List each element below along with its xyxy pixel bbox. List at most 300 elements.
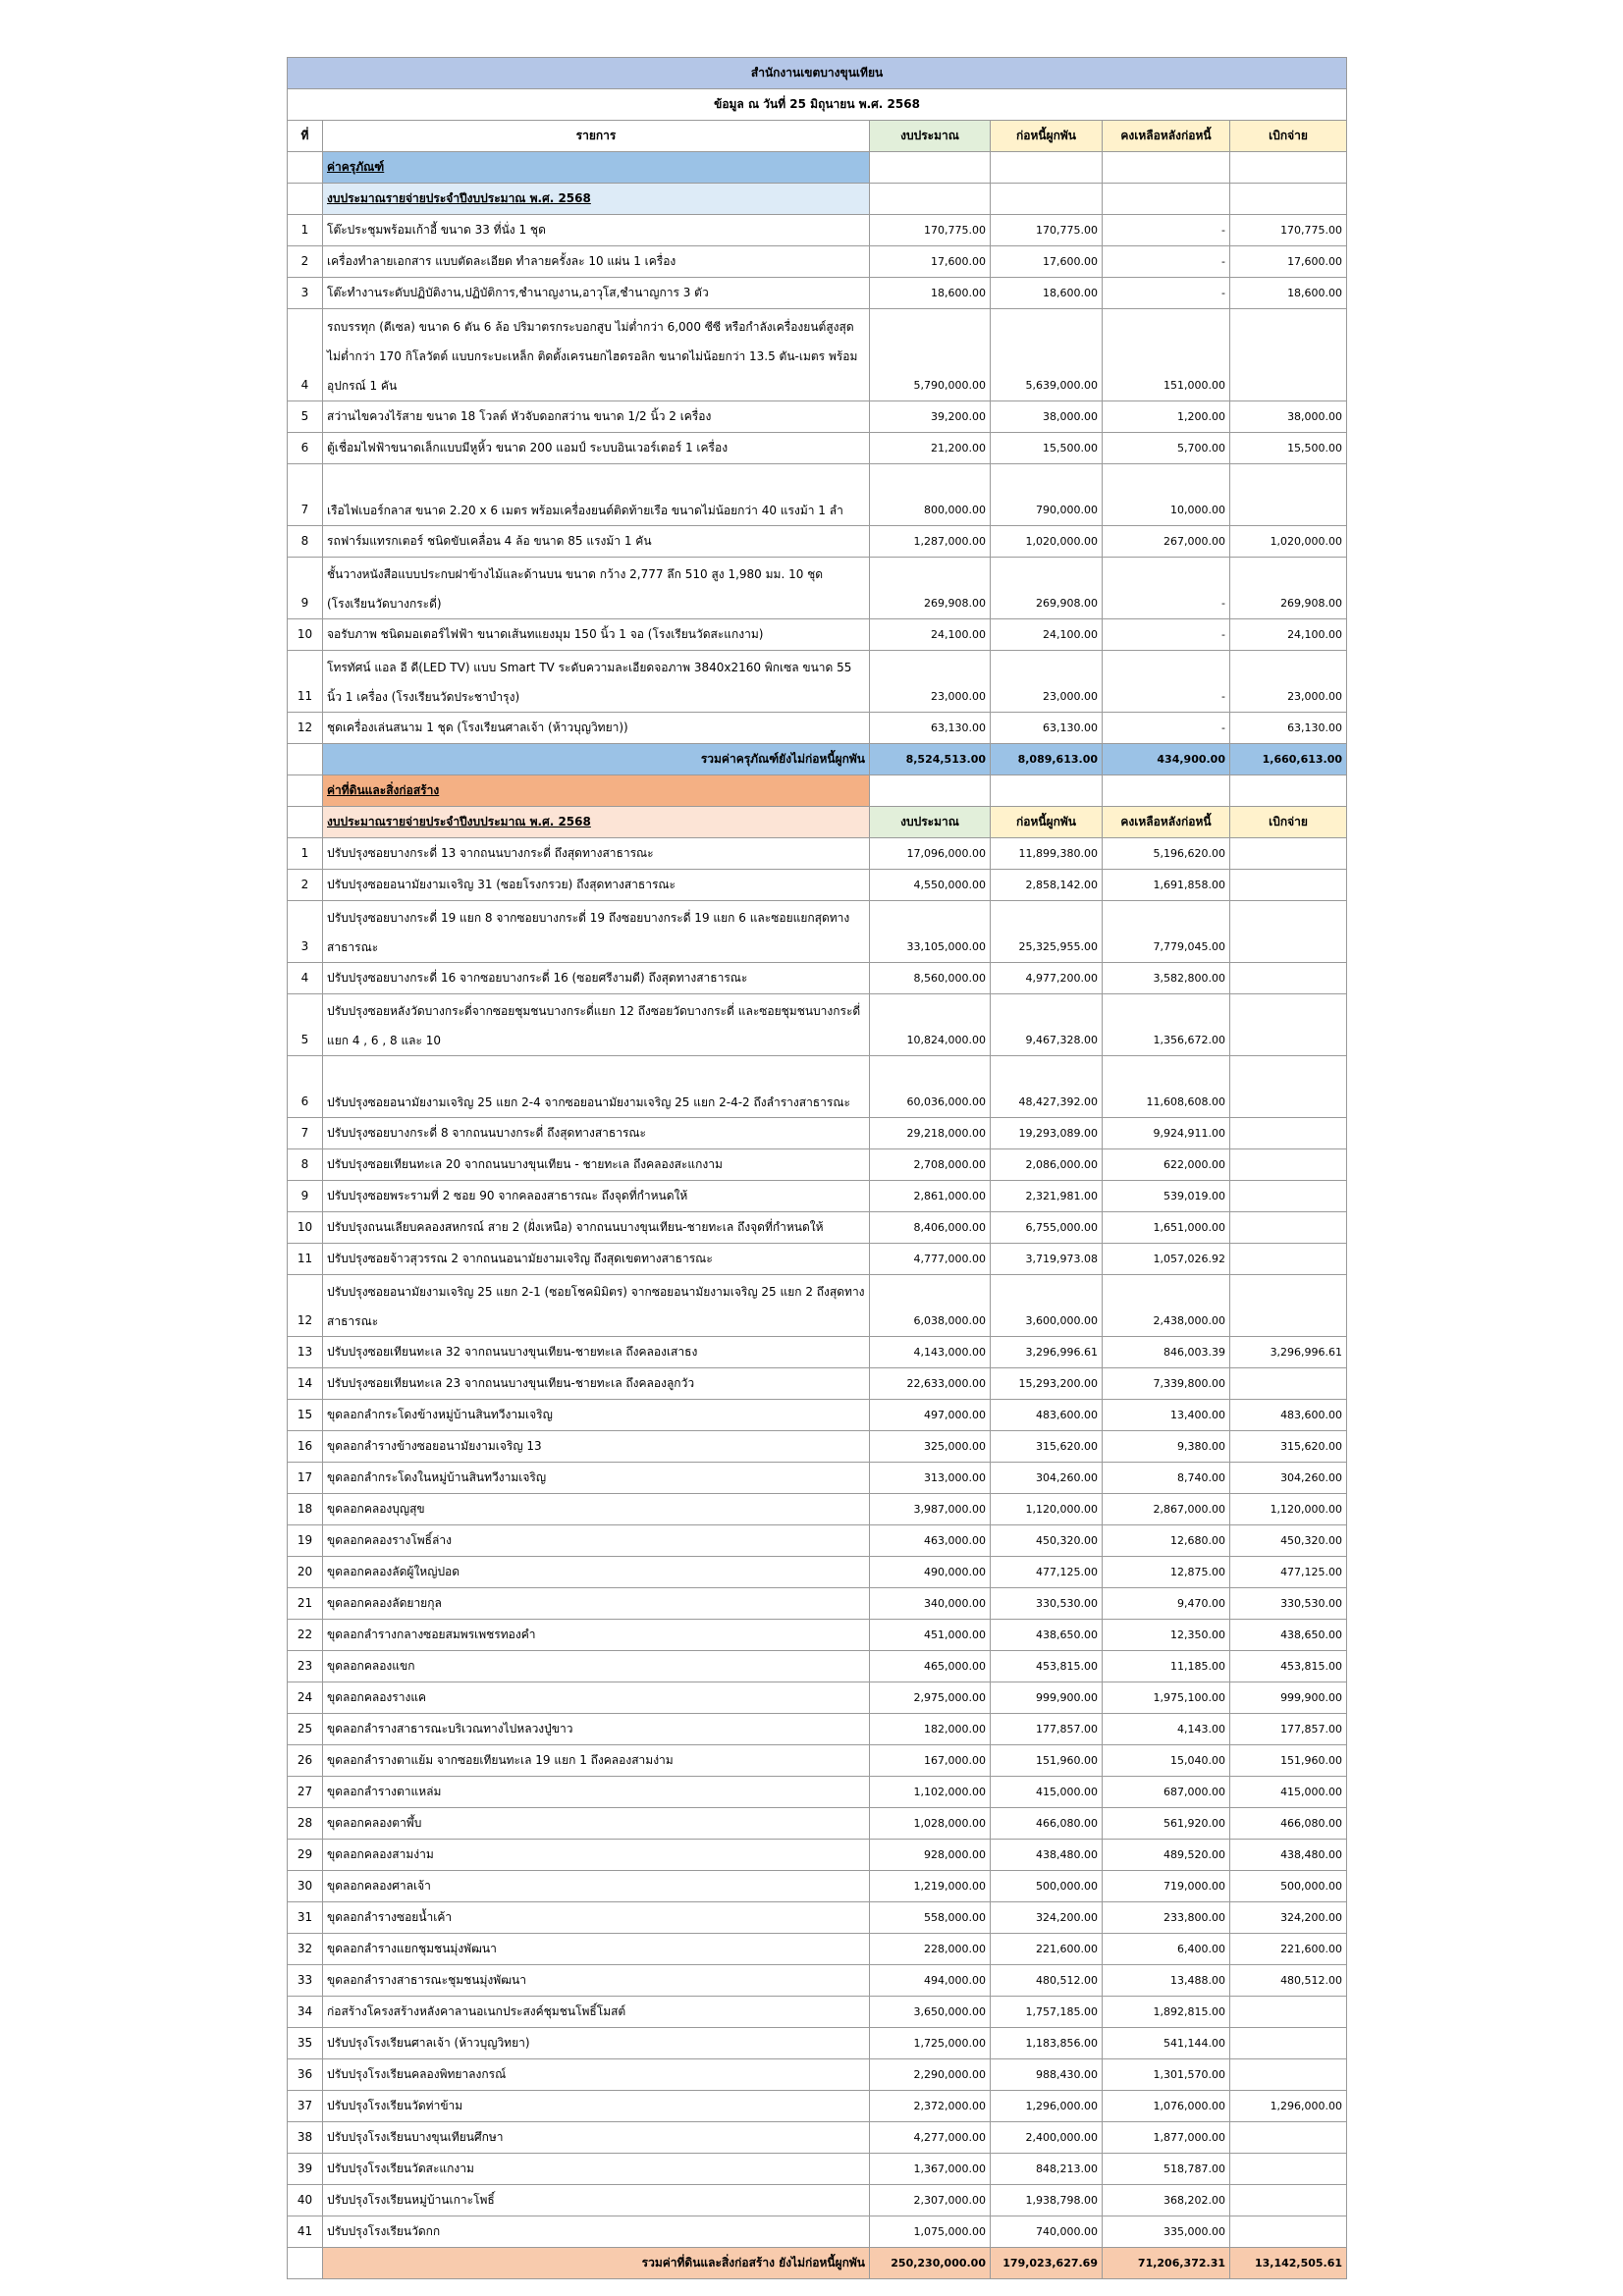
row-number: 33 — [288, 1965, 323, 1997]
row-remaining: 622,000.00 — [1103, 1149, 1230, 1181]
row-disbursed — [1230, 2185, 1347, 2216]
col-disbursed-header: เบิกจ่าย — [1230, 121, 1347, 152]
row-number: 9 — [288, 1181, 323, 1212]
table-row — [288, 1934, 1347, 1965]
date-row — [288, 89, 1347, 121]
row-disbursed: 3,296,996.61 — [1230, 1337, 1347, 1368]
row-obligated: 480,512.00 — [991, 1965, 1103, 1997]
row-disbursed — [1230, 1368, 1347, 1400]
row-remaining: 9,380.00 — [1103, 1431, 1230, 1463]
report-date: ข้อมูล ณ วันที่ 25 มิถุนายน พ.ศ. 2568 — [288, 89, 1347, 121]
row-disbursed: 477,125.00 — [1230, 1557, 1347, 1588]
row-remaining: 9,470.00 — [1103, 1588, 1230, 1620]
col-remaining-header: คงเหลือหลังก่อหนี้ — [1103, 121, 1230, 152]
row-number: 26 — [288, 1745, 323, 1777]
row-obligated: 4,977,200.00 — [991, 963, 1103, 994]
row-number: 2 — [288, 870, 323, 901]
row-disbursed: 221,600.00 — [1230, 1934, 1347, 1965]
row-budget: 3,987,000.00 — [870, 1494, 991, 1525]
row-obligated: 9,467,328.00 — [991, 994, 1103, 1056]
table-row — [288, 278, 1347, 309]
table-row — [288, 1651, 1347, 1682]
row-remaining: 10,000.00 — [1103, 464, 1230, 526]
row-budget: 29,218,000.00 — [870, 1118, 991, 1149]
row-budget: 340,000.00 — [870, 1588, 991, 1620]
row-item: ปรับปรุงซอยอนามัยงามเจริญ 25 แยก 2-4 จากซอยอนามัยงามเจริญ 25 แยก 2-4-2 ถึงลำรางสาธารณะ — [323, 1056, 870, 1118]
row-number: 1 — [288, 215, 323, 246]
row-item: รถฟาร์มแทรกเตอร์ ชนิดขับเคลื่อน 4 ล้อ ขนาด 85 แรงม้า 1 คัน — [323, 526, 870, 558]
row-remaining: 518,787.00 — [1103, 2154, 1230, 2185]
total-budget: 8,524,513.00 — [870, 744, 991, 775]
row-budget: 182,000.00 — [870, 1714, 991, 1745]
total-obligated: 8,089,613.00 — [991, 744, 1103, 775]
row-remaining: 1,691,858.00 — [1103, 870, 1230, 901]
row-budget: 2,372,000.00 — [870, 2091, 991, 2122]
construction-section-title: ค่าที่ดินและสิ่งก่อสร้าง — [323, 775, 870, 807]
row-number: 7 — [288, 1118, 323, 1149]
total-remaining: 71,206,372.31 — [1103, 2248, 1230, 2279]
table-row — [288, 1244, 1347, 1275]
row-remaining: 13,400.00 — [1103, 1400, 1230, 1431]
row-item: ปรับปรุงโรงเรียนคลองพิทยาลงกรณ์ — [323, 2059, 870, 2091]
row-disbursed: 23,000.00 — [1230, 651, 1347, 713]
table-row — [288, 870, 1347, 901]
row-item: เครื่องทำลายเอกสาร แบบตัดละเอียด ทำลายครั้งละ 10 แผ่น 1 เครื่อง — [323, 246, 870, 278]
row-item: ปรับปรุงโรงเรียนศาลเจ้า (ห้าวบุญวิทยา) — [323, 2028, 870, 2059]
row-budget: 63,130.00 — [870, 713, 991, 744]
table-row — [288, 1902, 1347, 1934]
table-row — [288, 1557, 1347, 1588]
row-obligated: 15,293,200.00 — [991, 1368, 1103, 1400]
row-disbursed: 450,320.00 — [1230, 1525, 1347, 1557]
row-disbursed: 304,260.00 — [1230, 1463, 1347, 1494]
row-disbursed — [1230, 2216, 1347, 2248]
row-disbursed — [1230, 1118, 1347, 1149]
total-label: รวมค่าครุภัณฑ์ยังไม่ก่อหนี้ผูกพัน — [323, 744, 870, 775]
table-row — [288, 2216, 1347, 2248]
row-budget: 5,790,000.00 — [870, 309, 991, 401]
row-remaining: 11,185.00 — [1103, 1651, 1230, 1682]
row-disbursed: 324,200.00 — [1230, 1902, 1347, 1934]
row-number: 28 — [288, 1808, 323, 1840]
row-disbursed — [1230, 1997, 1347, 2028]
table-row — [288, 433, 1347, 464]
row-obligated: 221,600.00 — [991, 1934, 1103, 1965]
row-item: ขุดลอกลำรางกลางซอยสมพรเพชรทองคำ — [323, 1620, 870, 1651]
row-remaining: 1,975,100.00 — [1103, 1682, 1230, 1714]
row-number: 3 — [288, 278, 323, 309]
row-obligated: 3,600,000.00 — [991, 1275, 1103, 1337]
row-budget: 494,000.00 — [870, 1965, 991, 1997]
table-row — [288, 1181, 1347, 1212]
row-item: ชั้นวางหนังสือแบบประกบฝาข้างไม้และด้านบน ขนาด กว้าง 2,777 ลึก 510 สูง 1,980 มม. 10 ชุด (โรงเรียนวัดบางกระดี่) — [323, 558, 870, 619]
row-remaining: - — [1103, 278, 1230, 309]
row-number: 12 — [288, 713, 323, 744]
row-remaining: 11,608,608.00 — [1103, 1056, 1230, 1118]
equipment-subsection-row — [288, 184, 1347, 215]
row-number: 6 — [288, 1056, 323, 1118]
row-disbursed: 151,960.00 — [1230, 1745, 1347, 1777]
table-row — [288, 1368, 1347, 1400]
row-item: ปรับปรุงซอยบางกระดี่ 19 แยก 8 จากซอยบางกระดี่ 19 ถึงซอยบางกระดี่ 19 แยก 6 และซอยแยกสุดทางสาธารณะ — [323, 901, 870, 963]
row-budget: 2,290,000.00 — [870, 2059, 991, 2091]
row-budget: 928,000.00 — [870, 1840, 991, 1871]
table-row — [288, 1056, 1347, 1118]
row-obligated: 63,130.00 — [991, 713, 1103, 744]
row-remaining: 7,339,800.00 — [1103, 1368, 1230, 1400]
row-disbursed: 18,600.00 — [1230, 278, 1347, 309]
row-number: 38 — [288, 2122, 323, 2154]
table-row — [288, 2185, 1347, 2216]
row-disbursed: 480,512.00 — [1230, 1965, 1347, 1997]
row-item: ปรับปรุงโรงเรียนวัดกก — [323, 2216, 870, 2248]
row-remaining: 5,196,620.00 — [1103, 838, 1230, 870]
row-disbursed — [1230, 1181, 1347, 1212]
row-obligated: 438,650.00 — [991, 1620, 1103, 1651]
row-item: ขุดลอกลำรางตาแย้ม จากซอยเทียนทะเล 19 แยก 1 ถึงคลองสามง่าม — [323, 1745, 870, 1777]
row-remaining: 539,019.00 — [1103, 1181, 1230, 1212]
row-remaining: 1,356,672.00 — [1103, 994, 1230, 1056]
table-row — [288, 713, 1347, 744]
row-item: ขุดลอกคลองลัดผู้ใหญ่ปอด — [323, 1557, 870, 1588]
row-obligated: 23,000.00 — [991, 651, 1103, 713]
row-disbursed: 1,020,000.00 — [1230, 526, 1347, 558]
row-number: 29 — [288, 1840, 323, 1871]
table-row — [288, 1997, 1347, 2028]
row-number: 19 — [288, 1525, 323, 1557]
table-row — [288, 2091, 1347, 2122]
row-obligated: 1,938,798.00 — [991, 2185, 1103, 2216]
row-budget: 2,307,000.00 — [870, 2185, 991, 2216]
row-item: ขุดลอกลำรางซอยน้ำเค้า — [323, 1902, 870, 1934]
row-budget: 1,102,000.00 — [870, 1777, 991, 1808]
row-number: 31 — [288, 1902, 323, 1934]
table-row — [288, 1714, 1347, 1745]
row-remaining: 2,867,000.00 — [1103, 1494, 1230, 1525]
row-budget: 1,287,000.00 — [870, 526, 991, 558]
row-number: 35 — [288, 2028, 323, 2059]
row-disbursed: 500,000.00 — [1230, 1871, 1347, 1902]
row-budget: 1,075,000.00 — [870, 2216, 991, 2248]
table-row — [288, 1871, 1347, 1902]
equipment-subsection-title: งบประมาณรายจ่ายประจำปีงบประมาณ พ.ศ. 2568 — [323, 184, 870, 215]
row-obligated: 177,857.00 — [991, 1714, 1103, 1745]
row-remaining: 12,875.00 — [1103, 1557, 1230, 1588]
row-item: รถบรรทุก (ดีเซล) ขนาด 6 ตัน 6 ล้อ ปริมาตรกระบอกสูบ ไม่ต่ำกว่า 6,000 ซีซี หรือกำลังเครื่องยนต์สูงสุดไม่ต่ำกว่า 170 กิโลวัตต์ แบบกระบะเหล็ก ติดตั้งเครนยกไฮดรอลิก ขนาดไม่น้อยกว่า 13.5 ตัน-เมตร พร้อมอุปกรณ์ 1 คัน — [323, 309, 870, 401]
row-obligated: 24,100.00 — [991, 619, 1103, 651]
row-item: ขุดลอกลำรางข้างซอยอนามัยงามเจริญ 13 — [323, 1431, 870, 1463]
row-item: ตู้เชื่อมไฟฟ้าขนาดเล็กแบบมีหูหิ้ว ขนาด 200 แอมป์ ระบบอินเวอร์เตอร์ 1 เครื่อง — [323, 433, 870, 464]
row-disbursed — [1230, 464, 1347, 526]
equipment-section-row — [288, 152, 1347, 184]
row-disbursed — [1230, 1056, 1347, 1118]
row-number: 20 — [288, 1557, 323, 1588]
row-obligated: 1,296,000.00 — [991, 2091, 1103, 2122]
row-remaining: 2,438,000.00 — [1103, 1275, 1230, 1337]
construction-subsection-row — [288, 807, 1347, 838]
row-number: 24 — [288, 1682, 323, 1714]
row-remaining: - — [1103, 246, 1230, 278]
row-budget: 17,600.00 — [870, 246, 991, 278]
row-obligated: 3,296,996.61 — [991, 1337, 1103, 1368]
table-row — [288, 401, 1347, 433]
row-obligated: 415,000.00 — [991, 1777, 1103, 1808]
row-obligated: 1,020,000.00 — [991, 526, 1103, 558]
row-item: โต๊ะประชุมพร้อมเก้าอี้ ขนาด 33 ที่นั่ง 1 ชุด — [323, 215, 870, 246]
row-obligated: 18,600.00 — [991, 278, 1103, 309]
row-number: 40 — [288, 2185, 323, 2216]
row-budget: 17,096,000.00 — [870, 838, 991, 870]
row-remaining: - — [1103, 651, 1230, 713]
row-obligated: 25,325,955.00 — [991, 901, 1103, 963]
row-disbursed: 330,530.00 — [1230, 1588, 1347, 1620]
row-budget: 39,200.00 — [870, 401, 991, 433]
row-remaining: 368,202.00 — [1103, 2185, 1230, 2216]
row-obligated: 324,200.00 — [991, 1902, 1103, 1934]
table-row — [288, 215, 1347, 246]
table-row — [288, 1400, 1347, 1431]
row-disbursed: 170,775.00 — [1230, 215, 1347, 246]
row-number: 39 — [288, 2154, 323, 2185]
row-budget: 497,000.00 — [870, 1400, 991, 1431]
row-item: ปรับปรุงซอยเทียนทะเล 20 จากถนนบางขุนเทียน - ชายทะเล ถึงคลองสะแกงาม — [323, 1149, 870, 1181]
row-number: 3 — [288, 901, 323, 963]
row-remaining: 6,400.00 — [1103, 1934, 1230, 1965]
row-item: ขุดลอกคลองศาลเจ้า — [323, 1871, 870, 1902]
row-number: 23 — [288, 1651, 323, 1682]
total-obligated: 179,023,627.69 — [991, 2248, 1103, 2279]
row-budget: 60,036,000.00 — [870, 1056, 991, 1118]
table-row — [288, 994, 1347, 1056]
row-number: 15 — [288, 1400, 323, 1431]
row-budget: 21,200.00 — [870, 433, 991, 464]
row-number: 5 — [288, 401, 323, 433]
row-disbursed — [1230, 994, 1347, 1056]
row-obligated: 453,815.00 — [991, 1651, 1103, 1682]
row-disbursed: 483,600.00 — [1230, 1400, 1347, 1431]
total-disbursed: 1,660,613.00 — [1230, 744, 1347, 775]
row-budget: 4,143,000.00 — [870, 1337, 991, 1368]
table-row — [288, 1777, 1347, 1808]
row-number: 30 — [288, 1871, 323, 1902]
row-remaining: 267,000.00 — [1103, 526, 1230, 558]
table-row — [288, 1682, 1347, 1714]
row-number: 37 — [288, 2091, 323, 2122]
row-obligated: 1,120,000.00 — [991, 1494, 1103, 1525]
row-number: 32 — [288, 1934, 323, 1965]
construction-total-row — [288, 2248, 1347, 2279]
table-row — [288, 1275, 1347, 1337]
row-budget: 313,000.00 — [870, 1463, 991, 1494]
row-budget: 1,725,000.00 — [870, 2028, 991, 2059]
row-obligated: 269,908.00 — [991, 558, 1103, 619]
row-disbursed: 38,000.00 — [1230, 401, 1347, 433]
row-item: ปรับปรุงซอยเทียนทะเล 23 จากถนนบางขุนเทียน-ชายทะเล ถึงคลองลูกวัว — [323, 1368, 870, 1400]
row-number: 21 — [288, 1588, 323, 1620]
row-disbursed — [1230, 2122, 1347, 2154]
row-remaining: 233,800.00 — [1103, 1902, 1230, 1934]
row-number: 8 — [288, 526, 323, 558]
table-row — [288, 901, 1347, 963]
row-remaining: 719,000.00 — [1103, 1871, 1230, 1902]
total-remaining: 434,900.00 — [1103, 744, 1230, 775]
row-item: ปรับปรุงซอยบางกระดี่ 16 จากซอยบางกระดี่ 16 (ซอยศรีงามดี) ถึงสุดทางสาธารณะ — [323, 963, 870, 994]
table-row — [288, 1840, 1347, 1871]
row-obligated: 15,500.00 — [991, 433, 1103, 464]
row-disbursed — [1230, 870, 1347, 901]
row-obligated: 790,000.00 — [991, 464, 1103, 526]
row-disbursed — [1230, 1212, 1347, 1244]
row-item: ปรับปรุงโรงเรียนหมู่บ้านเกาะโพธิ์ — [323, 2185, 870, 2216]
row-disbursed: 17,600.00 — [1230, 246, 1347, 278]
col-budget-header-2: งบประมาณ — [870, 807, 991, 838]
row-item: ขุดลอกคลองสามง่าม — [323, 1840, 870, 1871]
row-remaining: - — [1103, 619, 1230, 651]
row-item: ขุดลอกคลองลัดยายกุล — [323, 1588, 870, 1620]
table-row — [288, 464, 1347, 526]
row-remaining: 3,582,800.00 — [1103, 963, 1230, 994]
row-obligated: 1,183,856.00 — [991, 2028, 1103, 2059]
row-budget: 1,367,000.00 — [870, 2154, 991, 2185]
table-row — [288, 1337, 1347, 1368]
row-obligated: 988,430.00 — [991, 2059, 1103, 2091]
row-remaining: 1,301,570.00 — [1103, 2059, 1230, 2091]
row-remaining: 5,700.00 — [1103, 433, 1230, 464]
row-number: 14 — [288, 1368, 323, 1400]
row-obligated: 438,480.00 — [991, 1840, 1103, 1871]
row-number: 5 — [288, 994, 323, 1056]
row-disbursed — [1230, 901, 1347, 963]
table-row — [288, 2122, 1347, 2154]
row-number: 11 — [288, 651, 323, 713]
row-obligated: 483,600.00 — [991, 1400, 1103, 1431]
row-disbursed: 415,000.00 — [1230, 1777, 1347, 1808]
row-budget: 4,777,000.00 — [870, 1244, 991, 1275]
row-obligated: 2,400,000.00 — [991, 2122, 1103, 2154]
row-disbursed — [1230, 1275, 1347, 1337]
row-obligated: 999,900.00 — [991, 1682, 1103, 1714]
col-disbursed-header-2: เบิกจ่าย — [1230, 807, 1347, 838]
row-item: ปรับปรุงซอยเทียนทะเล 32 จากถนนบางขุนเทียน-ชายทะเล ถึงคลองเสาธง — [323, 1337, 870, 1368]
table-row — [288, 1149, 1347, 1181]
table-row — [288, 1745, 1347, 1777]
row-budget: 451,000.00 — [870, 1620, 991, 1651]
row-budget: 18,600.00 — [870, 278, 991, 309]
row-item: ปรับปรุงซอยพระรามที่ 2 ซอย 90 จากคลองสาธารณะ ถึงจุดที่กำหนดให้ — [323, 1181, 870, 1212]
row-number: 9 — [288, 558, 323, 619]
table-row — [288, 619, 1347, 651]
row-obligated: 48,427,392.00 — [991, 1056, 1103, 1118]
row-number: 11 — [288, 1244, 323, 1275]
table-row — [288, 838, 1347, 870]
row-budget: 167,000.00 — [870, 1745, 991, 1777]
row-budget: 4,550,000.00 — [870, 870, 991, 901]
row-obligated: 3,719,973.08 — [991, 1244, 1103, 1275]
row-budget: 800,000.00 — [870, 464, 991, 526]
row-item: ปรับปรุงซอยอนามัยงามเจริญ 31 (ซอยโรงกรวย) ถึงสุดทางสาธารณะ — [323, 870, 870, 901]
row-disbursed: 24,100.00 — [1230, 619, 1347, 651]
row-budget: 3,650,000.00 — [870, 1997, 991, 2028]
table-row — [288, 1965, 1347, 1997]
row-item: ขุดลอกคลองบุญสุข — [323, 1494, 870, 1525]
row-item: เรือไฟเบอร์กลาส ขนาด 2.20 x 6 เมตร พร้อมเครื่องยนต์ติดท้ายเรือ ขนาดไม่น้อยกว่า 40 แรงม้า 1 ลำ — [323, 464, 870, 526]
office-title: สำนักงานเขตบางขุนเทียน — [288, 58, 1347, 89]
table-row — [288, 1463, 1347, 1494]
row-obligated: 450,320.00 — [991, 1525, 1103, 1557]
row-item: ปรับปรุงซอยจ้าวสุวรรณ 2 จากถนนอนามัยงามเจริญ ถึงสุดเขตทางสาธารณะ — [323, 1244, 870, 1275]
row-remaining: 1,877,000.00 — [1103, 2122, 1230, 2154]
row-remaining: 561,920.00 — [1103, 1808, 1230, 1840]
table-row — [288, 2154, 1347, 2185]
row-budget: 24,100.00 — [870, 619, 991, 651]
row-remaining: 335,000.00 — [1103, 2216, 1230, 2248]
total-label: รวมค่าที่ดินและสิ่งก่อสร้าง ยังไม่ก่อหนี้ผูกพัน — [323, 2248, 870, 2279]
row-disbursed — [1230, 1149, 1347, 1181]
row-obligated: 848,213.00 — [991, 2154, 1103, 2185]
row-budget: 170,775.00 — [870, 215, 991, 246]
row-disbursed: 466,080.00 — [1230, 1808, 1347, 1840]
row-remaining: 1,892,815.00 — [1103, 1997, 1230, 2028]
row-number: 16 — [288, 1431, 323, 1463]
row-remaining: - — [1103, 713, 1230, 744]
row-item: ขุดลอกลำรางตาแหล่ม — [323, 1777, 870, 1808]
row-remaining: 1,651,000.00 — [1103, 1212, 1230, 1244]
row-disbursed — [1230, 1244, 1347, 1275]
row-budget: 2,708,000.00 — [870, 1149, 991, 1181]
row-item: โต๊ะทำงานระดับปฏิบัติงาน,ปฏิบัติการ,ชำนาญงาน,อาวุโส,ชำนาญการ 3 ตัว — [323, 278, 870, 309]
row-item: ขุดลอกคลองรางแค — [323, 1682, 870, 1714]
table-row — [288, 1212, 1347, 1244]
table-row — [288, 1620, 1347, 1651]
row-remaining: 12,350.00 — [1103, 1620, 1230, 1651]
table-row — [288, 309, 1347, 401]
row-number: 13 — [288, 1337, 323, 1368]
row-remaining: 151,000.00 — [1103, 309, 1230, 401]
row-number: 4 — [288, 963, 323, 994]
row-disbursed: 1,296,000.00 — [1230, 2091, 1347, 2122]
row-item: ปรับปรุงซอยบางกระดี่ 8 จากถนนบางกระดี่ ถึงสุดทางสาธารณะ — [323, 1118, 870, 1149]
row-budget: 23,000.00 — [870, 651, 991, 713]
row-obligated: 38,000.00 — [991, 401, 1103, 433]
row-remaining: 1,057,026.92 — [1103, 1244, 1230, 1275]
column-header-row — [288, 121, 1347, 152]
row-number: 17 — [288, 1463, 323, 1494]
row-number: 10 — [288, 1212, 323, 1244]
row-budget: 228,000.00 — [870, 1934, 991, 1965]
row-item: ขุดลอกคลองตาพึ้บ — [323, 1808, 870, 1840]
row-item: โทรทัศน์ แอล อี ดี(LED TV) แบบ Smart TV ระดับความละเอียดจอภาพ 3840x2160 พิกเซล ขนาด 55 นิ้ว 1 เครื่อง (โรงเรียนวัดประชาบำรุง) — [323, 651, 870, 713]
row-budget: 325,000.00 — [870, 1431, 991, 1463]
title-row — [288, 58, 1347, 89]
row-item: ปรับปรุงซอยบางกระดี่ 13 จากถนนบางกระดี่ ถึงสุดทางสาธารณะ — [323, 838, 870, 870]
budget-sheet — [287, 57, 1346, 2279]
row-item: ปรับปรุงถนนเลียบคลองสหกรณ์ สาย 2 (ฝั่งเหนือ) จากถนนบางขุนเทียน-ชายทะเล ถึงจุดที่กำหนดให้ — [323, 1212, 870, 1244]
row-budget: 2,975,000.00 — [870, 1682, 991, 1714]
row-disbursed — [1230, 838, 1347, 870]
row-item: ปรับปรุงโรงเรียนวัดสะแกงาม — [323, 2154, 870, 2185]
row-number: 10 — [288, 619, 323, 651]
row-remaining: - — [1103, 215, 1230, 246]
row-obligated: 315,620.00 — [991, 1431, 1103, 1463]
row-item: จอรับภาพ ชนิดมอเตอร์ไฟฟ้า ขนาดเส้นทแยงมุม 150 นิ้ว 1 จอ (โรงเรียนวัดสะแกงาม) — [323, 619, 870, 651]
row-remaining: 13,488.00 — [1103, 1965, 1230, 1997]
table-row — [288, 651, 1347, 713]
col-budget-header: งบประมาณ — [870, 121, 991, 152]
row-disbursed: 453,815.00 — [1230, 1651, 1347, 1682]
row-disbursed: 1,120,000.00 — [1230, 1494, 1347, 1525]
equipment-section-title: ค่าครุภัณฑ์ — [323, 152, 870, 184]
row-obligated: 304,260.00 — [991, 1463, 1103, 1494]
